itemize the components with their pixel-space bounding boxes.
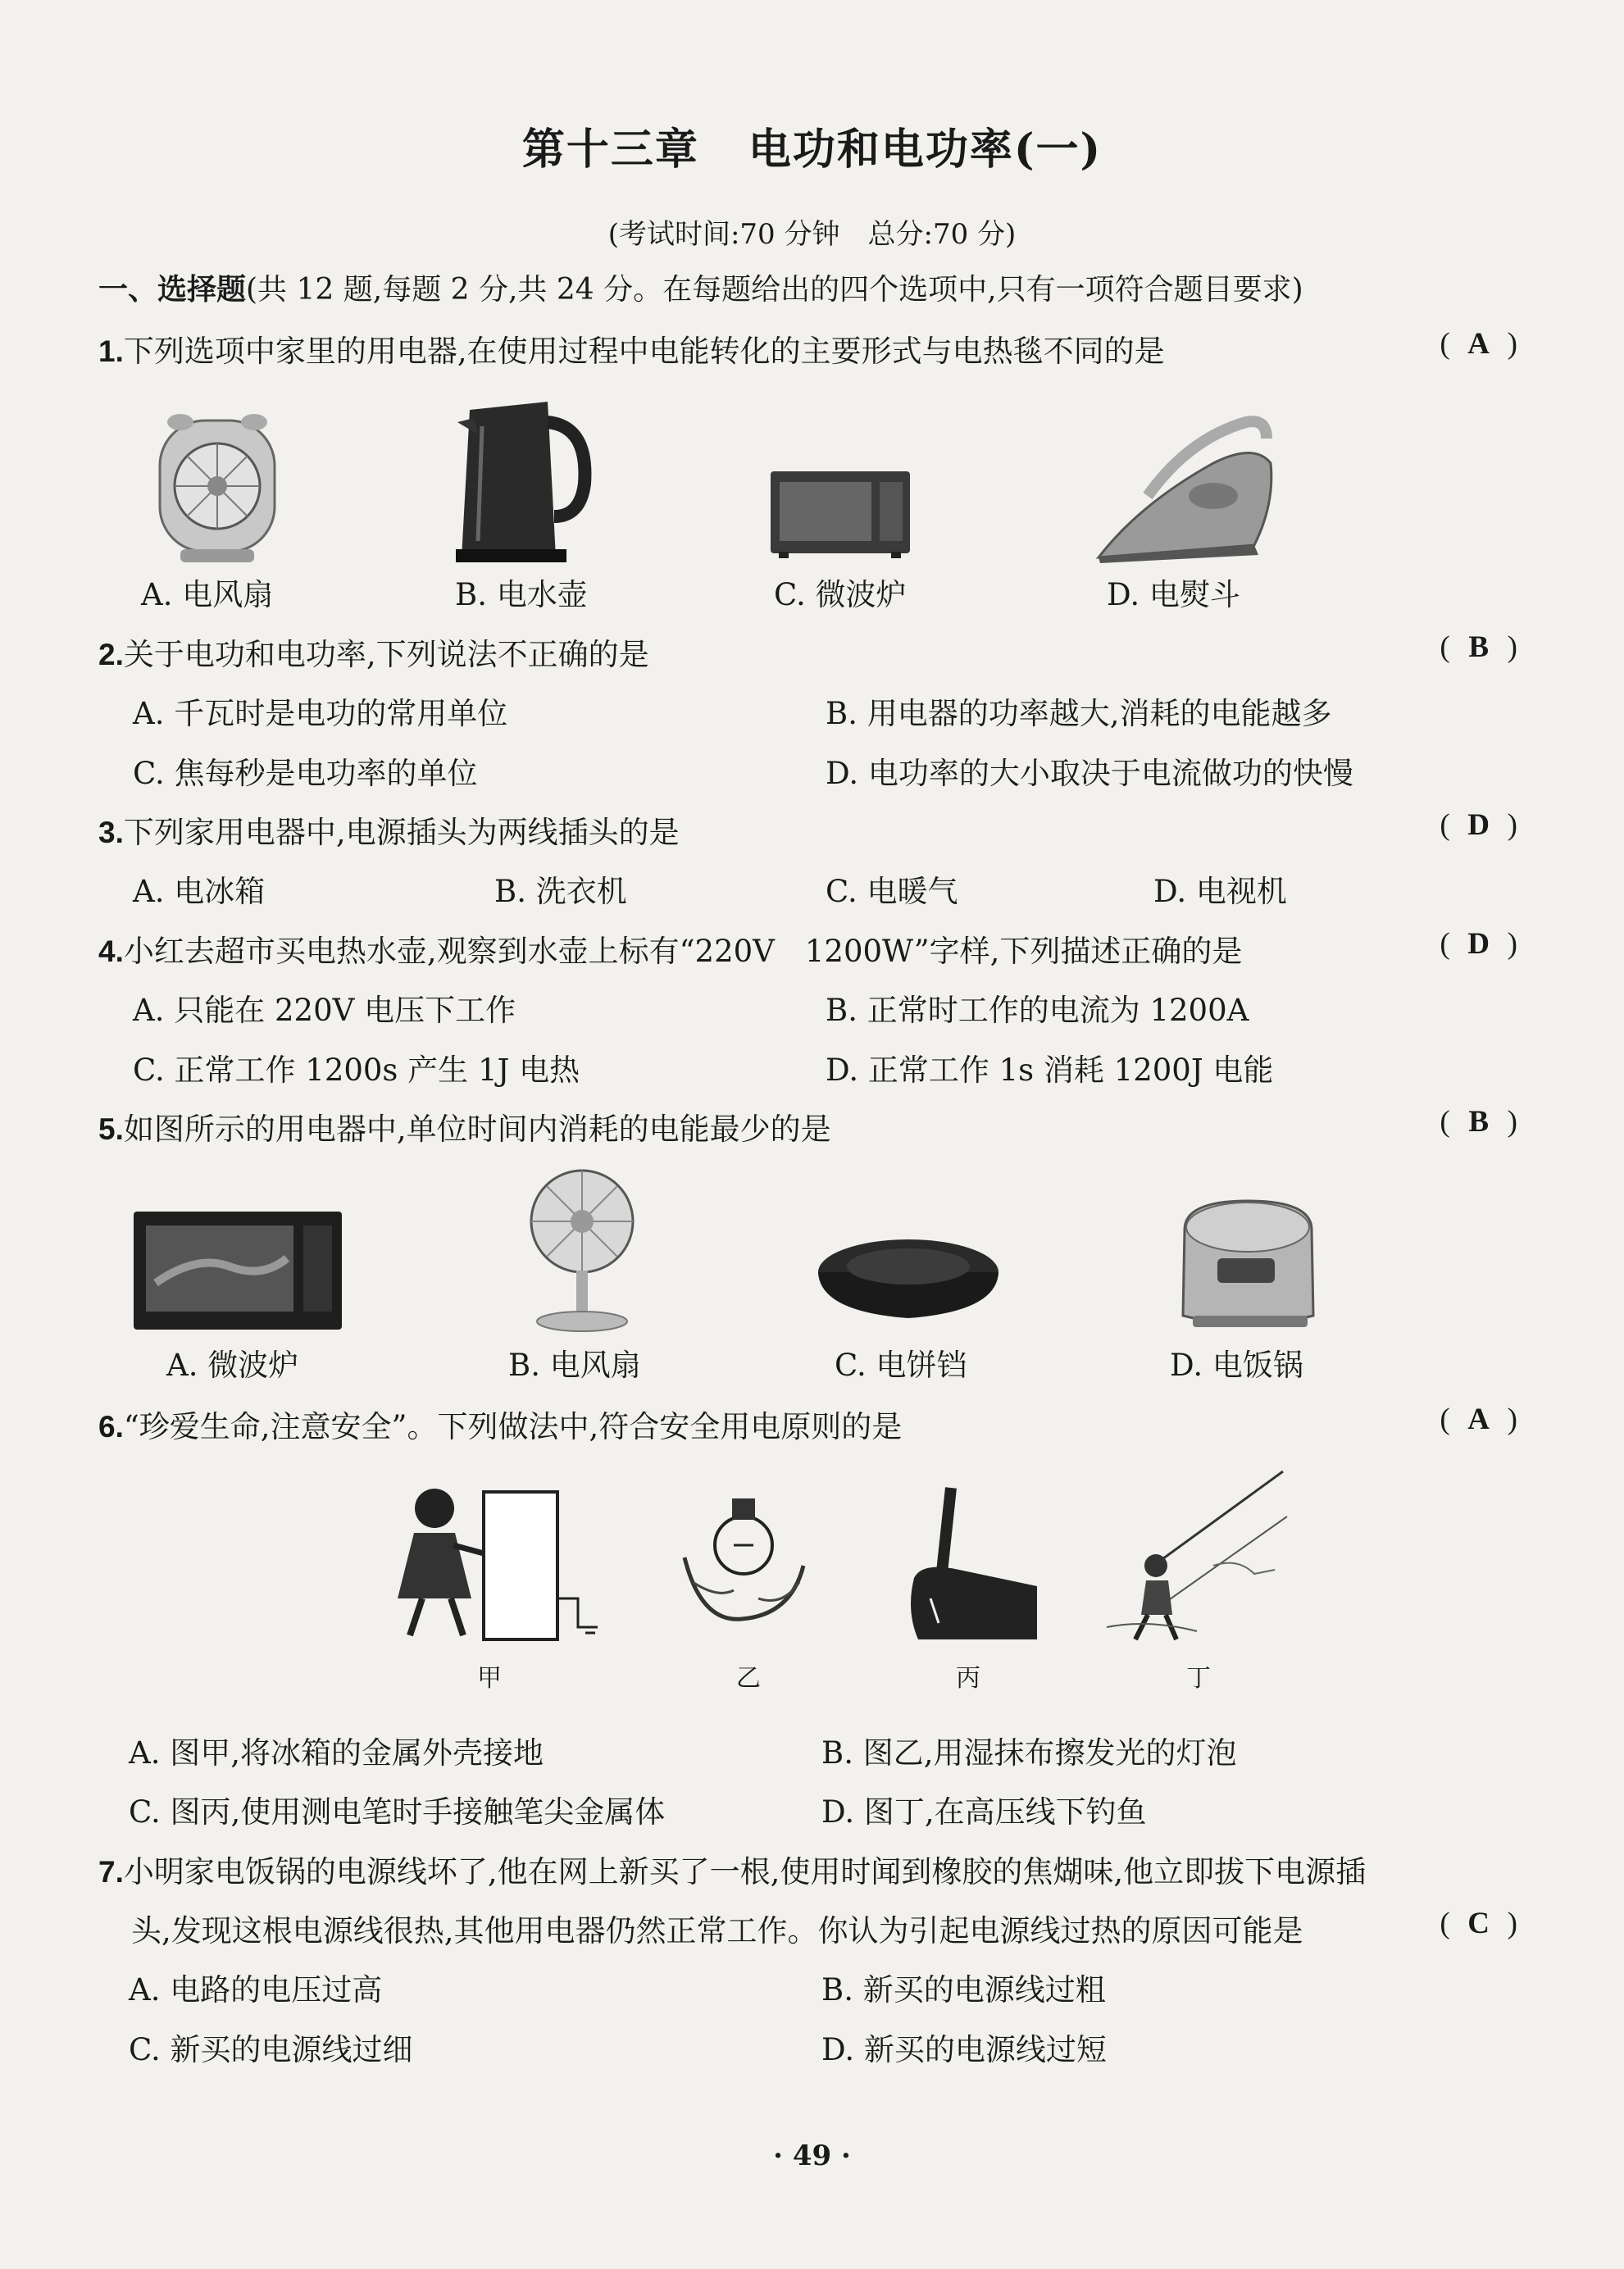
- microwave-oven-image: [767, 467, 914, 562]
- question-text: 小明家电饭锅的电源线坏了,他在网上新买了一根,使用时闻到橡胶的焦煳味,他立即拔下电源插: [123, 1854, 1367, 1889]
- answer-bracket: ( D ): [1440, 927, 1517, 961]
- option-2b: B. 用电器的功率越大,消耗的电能越多: [826, 696, 1332, 731]
- option-5a: A. 微波炉: [166, 1348, 299, 1383]
- question-7-continued: 头,发现这根电源线很热,其他用电器仍然正常工作。你认为引起电源线过热的原因可能是: [131, 1913, 1303, 1948]
- question-4: [98, 926, 1242, 971]
- question-number: 4.: [98, 934, 124, 968]
- option-5d: D. 电饭锅: [1170, 1348, 1303, 1383]
- question-7: [98, 1847, 1366, 1891]
- option-3d: D. 电视机: [1153, 874, 1287, 909]
- option-1a: A. 电风扇: [141, 577, 274, 612]
- option-6b: B. 图乙,用湿抹布擦发光的灯泡: [821, 1735, 1237, 1771]
- section-description: (共 12 题,每题 2 分,共 24 分。在每题给出的四个选项中,只有一项符合题目要求): [246, 273, 1303, 307]
- option-7c: C. 新买的电源线过细: [129, 2032, 413, 2067]
- section-label: 一、选择题: [98, 273, 247, 307]
- option-6d: D. 图丁,在高压线下钓鱼: [821, 1794, 1147, 1830]
- option-6a: A. 图甲,将冰箱的金属外壳接地: [129, 1735, 544, 1771]
- question-text: 下列家用电器中,电源插头为两线插头的是: [123, 815, 680, 850]
- question-number: 1.: [98, 334, 124, 368]
- chapter-title: 电功和电功率(一): [748, 125, 1103, 175]
- option-1c: C. 微波炉: [774, 577, 907, 612]
- chapter-label: 第十三章: [521, 125, 699, 175]
- question-number: 6.: [98, 1410, 124, 1444]
- caption-ding: 丁: [1186, 1664, 1211, 1693]
- question-6: [98, 1402, 902, 1446]
- option-3b: B. 洗衣机: [494, 874, 627, 909]
- question-2: [98, 630, 649, 674]
- question-1: [98, 326, 1165, 371]
- answer-bracket: ( B ): [1440, 1105, 1517, 1139]
- option-1b: B. 电水壶: [455, 577, 588, 612]
- question-5: [98, 1104, 831, 1148]
- microwave-oven-image: [131, 1209, 344, 1332]
- option-6c: C. 图丙,使用测电笔时手接触笔尖金属体: [129, 1794, 666, 1830]
- question-text: 下列选项中家里的用电器,在使用过程中电能转化的主要形式与电热毯不同的是: [123, 334, 1165, 369]
- rice-cooker-image: [1172, 1193, 1324, 1336]
- page-title: [0, 115, 1624, 176]
- option-7d: D. 新买的电源线过短: [821, 2032, 1107, 2067]
- option-1d: D. 电熨斗: [1107, 577, 1240, 612]
- question-number: 7.: [98, 1855, 124, 1889]
- answer-bracket: ( B ): [1440, 630, 1517, 664]
- answer-bracket: ( A ): [1440, 1403, 1517, 1436]
- answer-bracket: ( A ): [1440, 327, 1517, 361]
- section-heading: [98, 266, 1303, 308]
- question-number: 3.: [98, 816, 124, 849]
- option-4c: C. 正常工作 1200s 产生 1J 电热: [133, 1053, 580, 1088]
- answer-value: B: [1468, 1105, 1490, 1139]
- question-text: 小红去超市买电热水壶,观察到水壶上标有“220V 1200W”字样,下列描述正确的是: [123, 934, 1243, 969]
- standing-fan-image: [512, 1164, 652, 1336]
- caption-yi: 乙: [736, 1664, 761, 1693]
- answer-value: D: [1467, 927, 1490, 961]
- option-7b: B. 新买的电源线过粗: [821, 1972, 1106, 2008]
- option-5b: B. 电风扇: [508, 1348, 641, 1383]
- option-4d: D. 正常工作 1s 消耗 1200J 电能: [826, 1053, 1274, 1088]
- answer-value: D: [1467, 808, 1490, 842]
- option-4b: B. 正常时工作的电流为 1200A: [826, 993, 1249, 1028]
- electric-griddle-image: [812, 1230, 1004, 1328]
- answer-value: B: [1468, 630, 1490, 664]
- desk-fan-image: [148, 414, 287, 566]
- test-pen-hand-illustration: [894, 1480, 1041, 1644]
- page-number: · 49 ·: [773, 2139, 851, 2172]
- option-2a: A. 千瓦时是电功的常用单位: [133, 696, 508, 731]
- question-3: [98, 807, 680, 852]
- option-7a: A. 电路的电压过高: [129, 1972, 383, 2008]
- question-text: “珍爱生命,注意安全”。下列做法中,符合安全用电原则的是: [123, 1409, 903, 1444]
- grounded-fridge-illustration: [373, 1476, 603, 1644]
- option-2d: D. 电功率的大小取决于电流做功的快慢: [826, 756, 1353, 791]
- answer-value: A: [1467, 327, 1490, 361]
- electric-iron-image: [1090, 406, 1279, 566]
- question-text: 关于电功和电功率,下列说法不正确的是: [123, 637, 649, 672]
- exam-info: (考试时间:70 分钟 总分:70 分): [607, 218, 1017, 251]
- caption-jia: 甲: [477, 1664, 502, 1693]
- option-3c: C. 电暖气: [826, 874, 958, 909]
- option-2c: C. 焦每秒是电功率的单位: [133, 756, 478, 791]
- answer-bracket: ( C ): [1440, 1907, 1517, 1940]
- answer-value: C: [1467, 1907, 1490, 1940]
- answer-bracket: ( D ): [1440, 808, 1517, 842]
- wet-cloth-bulb-illustration: [668, 1476, 820, 1644]
- option-4a: A. 只能在 220V 电压下工作: [133, 993, 516, 1028]
- answer-value: A: [1467, 1403, 1490, 1436]
- electric-kettle-image: [449, 393, 593, 566]
- question-number: 5.: [98, 1112, 124, 1146]
- option-5c: C. 电饼铛: [835, 1348, 967, 1383]
- option-3a: A. 电冰箱: [133, 874, 266, 909]
- question-text: 如图所示的用电器中,单位时间内消耗的电能最少的是: [123, 1112, 831, 1147]
- question-number: 2.: [98, 638, 124, 671]
- fishing-under-powerline-illustration: [1099, 1467, 1291, 1644]
- caption-bing: 丙: [956, 1664, 980, 1693]
